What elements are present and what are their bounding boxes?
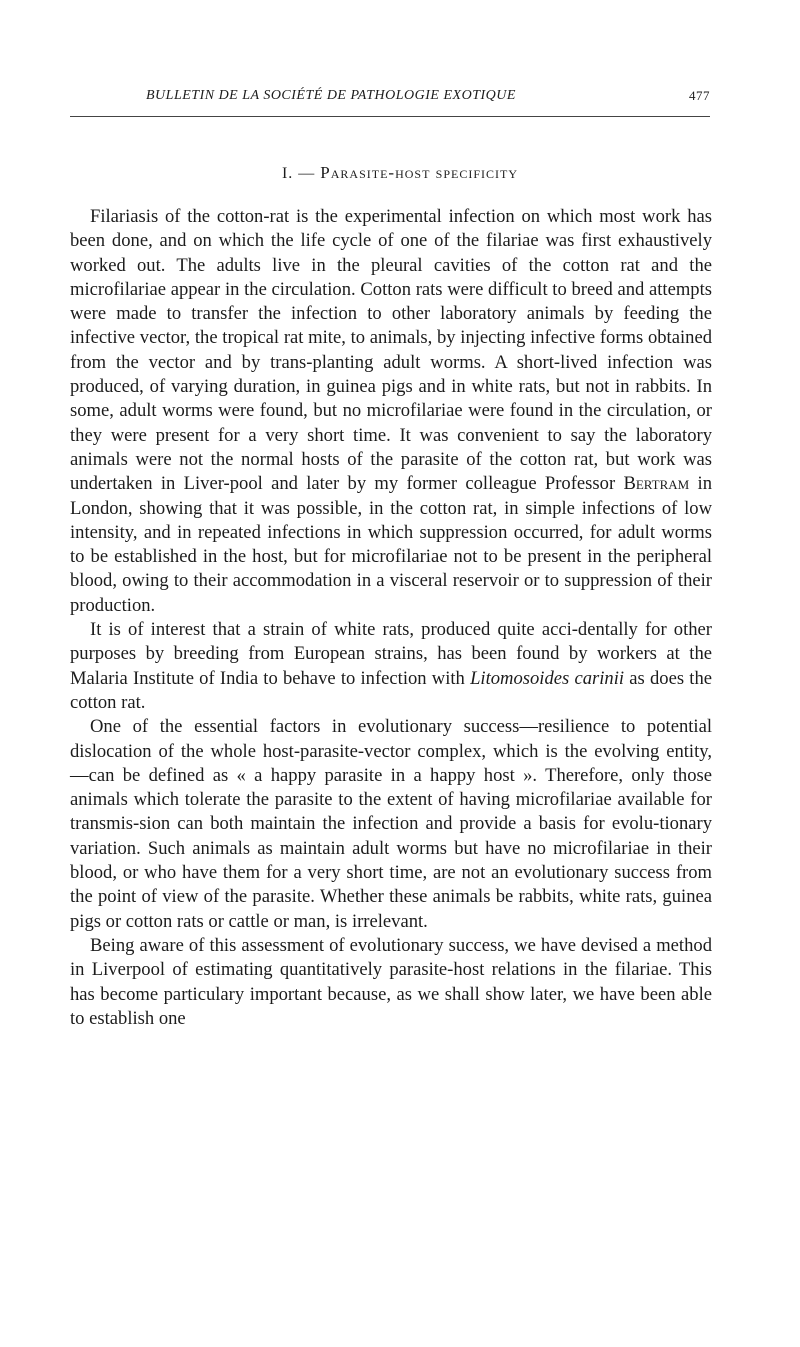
paragraph-1-text: Filariasis of the cotton-rat is the experimental infection on which most work has been done, and on which the life cycle of one of the filariae was first exhaustively worked out. The adults live in the pleural cavities of the cotton rat and the microfilariae appear in the circulation. Cotton rats were difficult to breed and attempts were made to transfer the infection to other laboratory animals by feeding the infective vector, the tropical rat mite, to animals, by injecting infective forms obtained from the vector and by trans-planting adult worms. A short-lived infection was produced, of varying duration, in guinea pigs and in white rats, but not in rabbits. In some, adult worms were found, but no microfilariae were found in the circulation, or they were present for a very short time. It was convenient to say the laboratory animals were not the normal hosts of the parasite of the cotton rat, but work was undertaken in Liver-pool and later by my former colleague Professor xyxy=(70,206,712,495)
section-heading xyxy=(0,163,800,183)
paragraph-2 xyxy=(70,618,712,715)
page-number: 477 xyxy=(689,88,710,103)
paragraph-4: Being aware of this assessment of evolutionary success, we have devised a method in Liverpool of estimating quantitatively parasite-host relations in the filariae. This has become particulary important because, as we shall show later, we have been able to establish one xyxy=(70,934,712,1029)
author-name: Bertram xyxy=(623,473,690,495)
species-name: Litomosoides carinii xyxy=(470,667,625,689)
paragraph-2-end: as does the cotton rat. xyxy=(70,667,712,713)
journal-title: BULLETIN DE LA SOCIÉTÉ DE PATHOLOGIE EXOTIQUE xyxy=(146,88,516,103)
header-rule xyxy=(70,116,710,117)
running-head xyxy=(70,86,710,108)
section-title: Parasite-host specificity xyxy=(320,163,519,182)
paragraph-2-text: It is of interest that a strain of white rats, produced quite acci-dentally for other purposes by breeding from European strains, has been found by workers at the Malaria Institute of India to behave to infection with xyxy=(70,619,712,689)
paragraph-1 xyxy=(70,205,712,618)
paragraph-1-end: in London, showing that it was possible, in the cotton rat, in simple infections of low intensity, and in repeated infections in which suppression occurred, for adult worms to be established in the host, but for microfilariae not to be present in the peripheral blood, owing to their accommodation in a visceral reservoir or to suppression of their production. xyxy=(70,473,712,616)
section-number: I. — xyxy=(281,165,316,182)
paragraph-3: One of the essential factors in evolutionary success—resilience to potential dislocation of the whole host-parasite-vector complex, which is the evolving entity, —can be defined as « a happy parasite in a happy host ». Therefore, only those animals which tolerate the parasite to the extent of having microfilariae available for transmis-sion can both maintain the infection and provide a basis for evolu-tionary variation. Such animals as maintain adult worms but have no microfilariae in their blood, or who have them for a very short time, are not an evolutionary success from the point of view of the parasite. Whether these animals be rabbits, white rats, guinea pigs or cotton rats or cattle or man, is irrelevant. xyxy=(70,716,712,932)
body-text xyxy=(70,205,712,1031)
